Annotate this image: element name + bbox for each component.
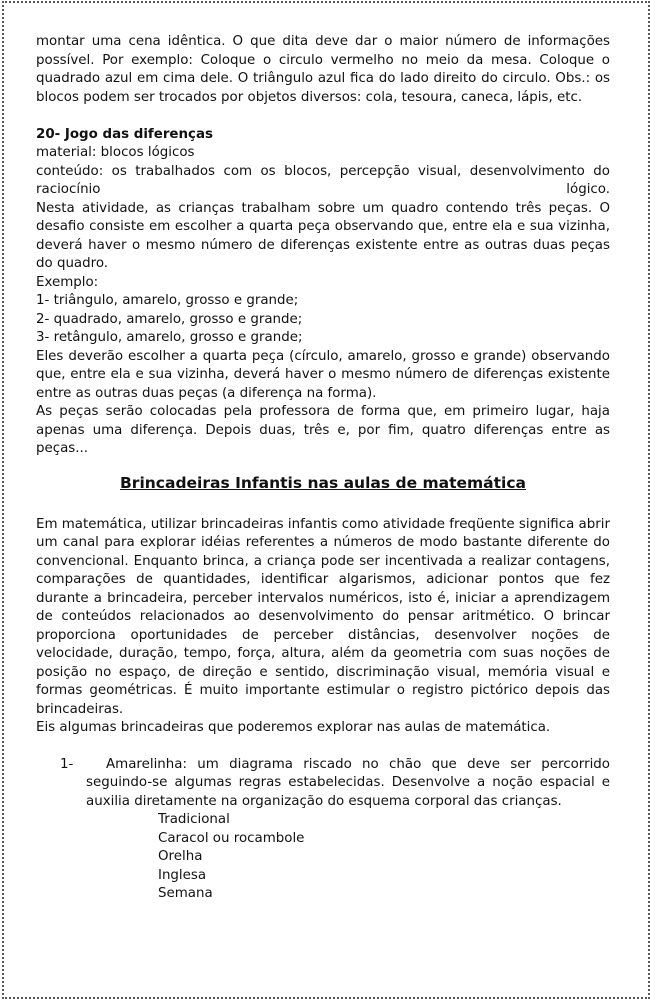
activity-description: Nesta atividade, as crianças trabalham sobre um quadro contendo três peças. O desafio consiste em escolher a quarta peça observando que, entre ela e sua vizinha, deverá haver o mesmo número de diferenças existente entre as outras duas peças do quadro. [36,200,610,271]
type-item: Orelha [158,849,203,864]
games-intro: Eis algumas brincadeiras que poderemos explorar nas aulas de matemática. [36,720,551,735]
intro-paragraph: montar uma cena idêntica. O que dita deve dar o maior número de informações possível. Por exemplo: Coloque o circulo vermelho no meio da mesa. Coloque o quadrado azul em cima dele. O triângulo azul fica do lado direito do circulo. Obs.: os blocos podem ser trocados por objetos diversos: cola, tesoura, caneca, lápis, etc. [36,34,610,105]
spacer [36,459,610,469]
type-item: Inglesa [158,867,207,883]
math-paragraph: Em matemática, utilizar brincadeiras infantis como atividade freqüente significa abrir um canal para explorar idéias referentes a números de modo bastante diferente do convencional. Enquanto brinca, a criança pode ser incentivada a realizar contagens, comparações de quantidades, identificar algarismos, adicionar pontos que fez durante a brincadeira, perceber intervalos numéricos, isto é, iniciar a aprendizagem de conteúdos relacionados ao desenvolvimento do pensar aritmético. O brincar proporciona oportunidades de perceber distâncias, desenvolver noções de velocidade, duração, tempo, força, altura, além da geometria com suas noções de posição no espaço, de direção e sentido, discriminação visual, memória visual e formas geométricas. É muito importante estimular o registro pictórico depois das brincadeiras. [36,516,610,717]
document-body [36,33,610,904]
example-item-1: 1- triângulo, amarelo, grosso e grande; [36,293,299,308]
list-number: 1- [60,756,74,772]
placement-description: As peças serão colocadas pela professora de forma que, em primeiro lugar, haja apenas uma diferença. Depois duas, três e, por fim, quatro diferenças entre as peças... [36,404,610,456]
example-item-2: 2- quadrado, amarelo, grosso e grande; [36,311,303,327]
choice-description: Eles deverão escolher a quarta peça (círculo, amarelo, grosso e grande) observando que, entre ela e sua vizinha, deverá haver o mesmo número de diferenças existente entre as outras duas peças (a diferença na forma). [36,348,610,401]
section-title: Brincadeiras Infantis nas aulas de matemática [119,473,526,492]
spacer [36,738,610,756]
amarelinha-types [36,811,610,904]
type-item: Semana [158,886,213,901]
list-item-text: Amarelinha: um diagrama riscado no chão que deve ser percorrido seguindo-se algumas regras estabelecidas. Desenvolve a noção espacial e auxilia diretamente na organização do esquema corporal das crianças. [86,756,610,809]
type-item: Caracol ou rocambole [158,830,305,846]
list-item-amarelinha [36,756,610,812]
example-label: Exemplo: [36,274,99,290]
conteudo-line: conteúdo: os trabalhados com os blocos, percepção visual, desenvolvimento do raciocínio lógico. [36,163,610,197]
spacer [36,107,610,126]
section-20-heading: 20- Jogo das diferenças [36,126,213,142]
material-line: material: blocos lógicos [36,145,195,160]
type-item: Tradicional [158,812,230,827]
example-item-3: 3- retângulo, amarelo, grosso e grande; [36,330,303,345]
spacer [36,493,610,516]
